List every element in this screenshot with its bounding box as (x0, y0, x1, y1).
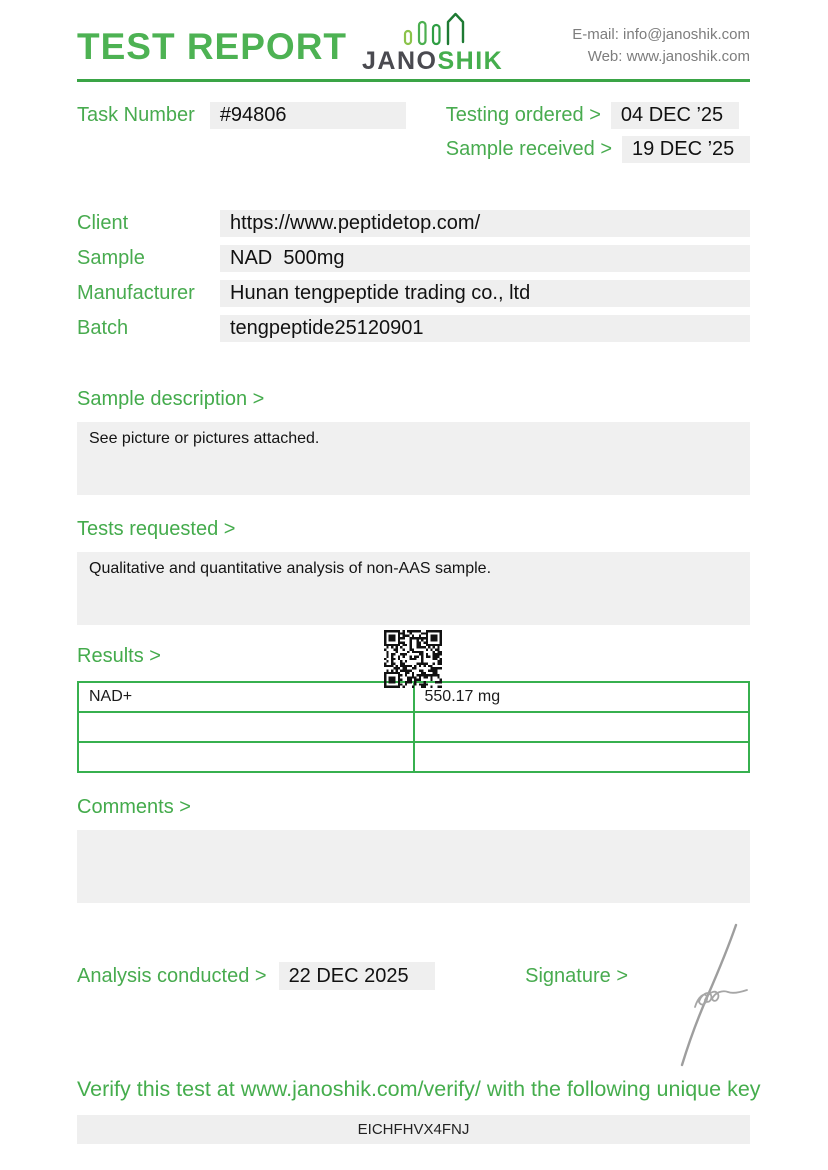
results-heading: Results > (77, 645, 161, 667)
testing-ordered-row (446, 102, 750, 129)
result-value: 550.17 mg (414, 682, 750, 712)
result-name (78, 712, 414, 742)
sample-received-label: Sample received > (445, 138, 612, 160)
tests-requested-heading: Tests requested > (77, 518, 236, 540)
sample-description-box: See picture or pictures attached. (77, 422, 750, 495)
logo-jano: JANO (362, 47, 438, 75)
result-name (78, 742, 414, 772)
task-dates-row (77, 102, 750, 163)
testing-ordered-value: 04 DEC ’25 (611, 102, 739, 129)
result-value (414, 712, 750, 742)
batch-row (77, 315, 750, 342)
batch-label: Batch (77, 317, 129, 339)
sample-description-heading: Sample description > (77, 388, 265, 410)
bar-chart-logo-icon (362, 12, 503, 46)
manufacturer-label: Manufacturer (77, 282, 195, 304)
manufacturer-row (77, 280, 750, 307)
sample-received-row (446, 136, 750, 163)
testing-ordered-label: Testing ordered > (445, 104, 601, 126)
qr-code (383, 630, 443, 688)
client-row (77, 210, 750, 237)
result-value (414, 742, 750, 772)
manufacturer-value: Hunan tengpeptide trading co., ltd (220, 280, 750, 307)
analysis-conducted-label: Analysis conducted > (77, 964, 267, 987)
header (77, 0, 750, 74)
analysis-conducted-value: 22 DEC 2025 (279, 962, 435, 990)
client-value: https://www.peptidetop.com/ (220, 210, 750, 237)
task-number-label: Task Number (77, 104, 195, 126)
page-title: TEST REPORT (77, 26, 348, 67)
signature-image (648, 920, 766, 1070)
table-row (78, 712, 749, 742)
janoshik-logo (362, 12, 503, 74)
sample-value: NAD 500mg (220, 245, 750, 272)
comments-box (77, 830, 750, 903)
batch-value: tengpeptide25120901 (220, 315, 750, 342)
logo-shik: SHIK (437, 47, 504, 75)
sample-info-block (77, 210, 750, 342)
client-label: Client (77, 212, 129, 234)
header-divider (77, 79, 750, 82)
table-row (78, 742, 749, 772)
sample-label: Sample (77, 247, 145, 269)
unique-key-value: EICHFHVX4FNJ (77, 1115, 750, 1144)
results-table (77, 681, 750, 773)
contact-info (572, 24, 750, 74)
verify-instruction: Verify this test at www.janoshik.com/verify/ with the following unique key (77, 1077, 761, 1101)
contact-web: Web: www.janoshik.com (587, 48, 750, 65)
task-number-value: #94806 (210, 102, 406, 129)
dates-block (446, 102, 750, 163)
sample-received-value: 19 DEC ’25 (622, 136, 750, 163)
logo-wordmark (362, 47, 503, 76)
sample-row (77, 245, 750, 272)
result-name: NAD+ (78, 682, 414, 712)
comments-heading: Comments > (77, 796, 191, 818)
contact-email: E-mail: info@janoshik.com (572, 26, 750, 43)
tests-requested-box: Qualitative and quantitative analysis of non-AAS sample. (77, 552, 750, 625)
signature-label: Signature > (525, 964, 628, 987)
